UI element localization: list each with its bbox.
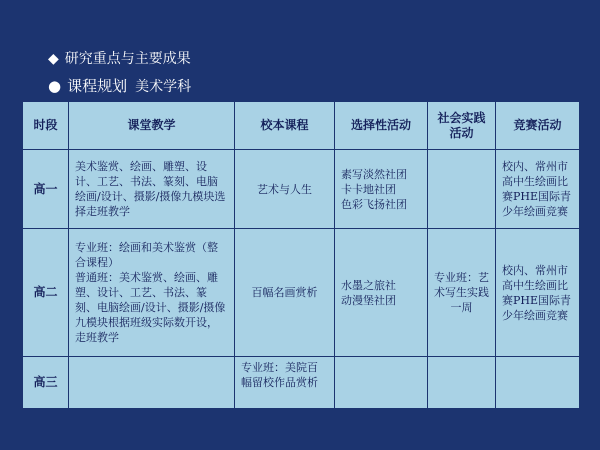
practice-cell: [428, 150, 496, 229]
competition-cell: [496, 357, 580, 409]
column-header: 时段: [23, 102, 69, 150]
classroom-cell: 美术鉴赏、绘画、雕塑、设计、工艺、书法、篆刻、电脑绘画/设计、摄影/摄像九模块选择走班教学: [69, 150, 235, 229]
column-header: 社会实践活动: [428, 102, 496, 150]
elective-cell: [335, 229, 428, 357]
period-cell: 高一: [23, 150, 69, 229]
period-cell: 高二: [23, 229, 69, 357]
competition-cell: 校内、常州市高中生绘画比赛PHE国际青少年绘画竞赛: [496, 229, 580, 357]
school-course-cell: 专业班：美院百幅留校作品赏析: [235, 357, 335, 409]
practice-cell: 专业班：艺术写生实践一周: [428, 229, 496, 357]
practice-cell: [428, 357, 496, 409]
elective-item: 水墨之旅社: [341, 278, 396, 292]
elective-cell: [335, 150, 428, 229]
elective-item: 动漫堡社团: [341, 293, 396, 307]
table-row: [23, 357, 580, 409]
column-header: 选择性活动: [335, 102, 428, 150]
elective-cell: [335, 357, 428, 409]
elective-item: 卡卡地社团: [341, 182, 396, 196]
table-header-row: [23, 102, 580, 150]
diamond-bullet-icon: ◆: [48, 51, 59, 67]
section-heading: [48, 48, 191, 68]
table-row: [23, 229, 580, 357]
competition-cell: 校内、常州市高中生绘画比赛PHE国际青少年绘画竞赛: [496, 150, 580, 229]
period-cell: 高三: [23, 357, 69, 409]
curriculum-table: [22, 101, 580, 409]
subsection-heading-text: 课程规划: [67, 77, 128, 95]
classroom-cell: [69, 357, 235, 409]
classroom-line: 普通班：美术鉴赏、绘画、雕塑、设计、工艺、书法、篆刻、电脑绘画/设计、摄影/摄像九模块根据班级实际数开设，走班教学: [75, 271, 226, 344]
elective-item: 色彩飞扬社团: [341, 197, 407, 211]
column-header: 课堂教学: [69, 102, 235, 150]
school-course-cell: 艺术与人生: [235, 150, 335, 229]
elective-item: 素写淡然社团: [341, 167, 407, 181]
table-row: [23, 150, 580, 229]
subject-label: 美术学科: [135, 79, 192, 95]
circle-bullet-icon: ●: [48, 77, 62, 95]
column-header: 竞赛活动: [496, 102, 580, 150]
subsection-heading: [48, 75, 191, 96]
classroom-cell: [69, 229, 235, 357]
section-heading-text: 研究重点与主要成果: [64, 51, 191, 67]
column-header: 校本课程: [235, 102, 335, 150]
classroom-line: 专业班：绘画和美术鉴赏（整合课程）: [75, 241, 218, 269]
school-course-cell: 百幅名画赏析: [235, 229, 335, 357]
